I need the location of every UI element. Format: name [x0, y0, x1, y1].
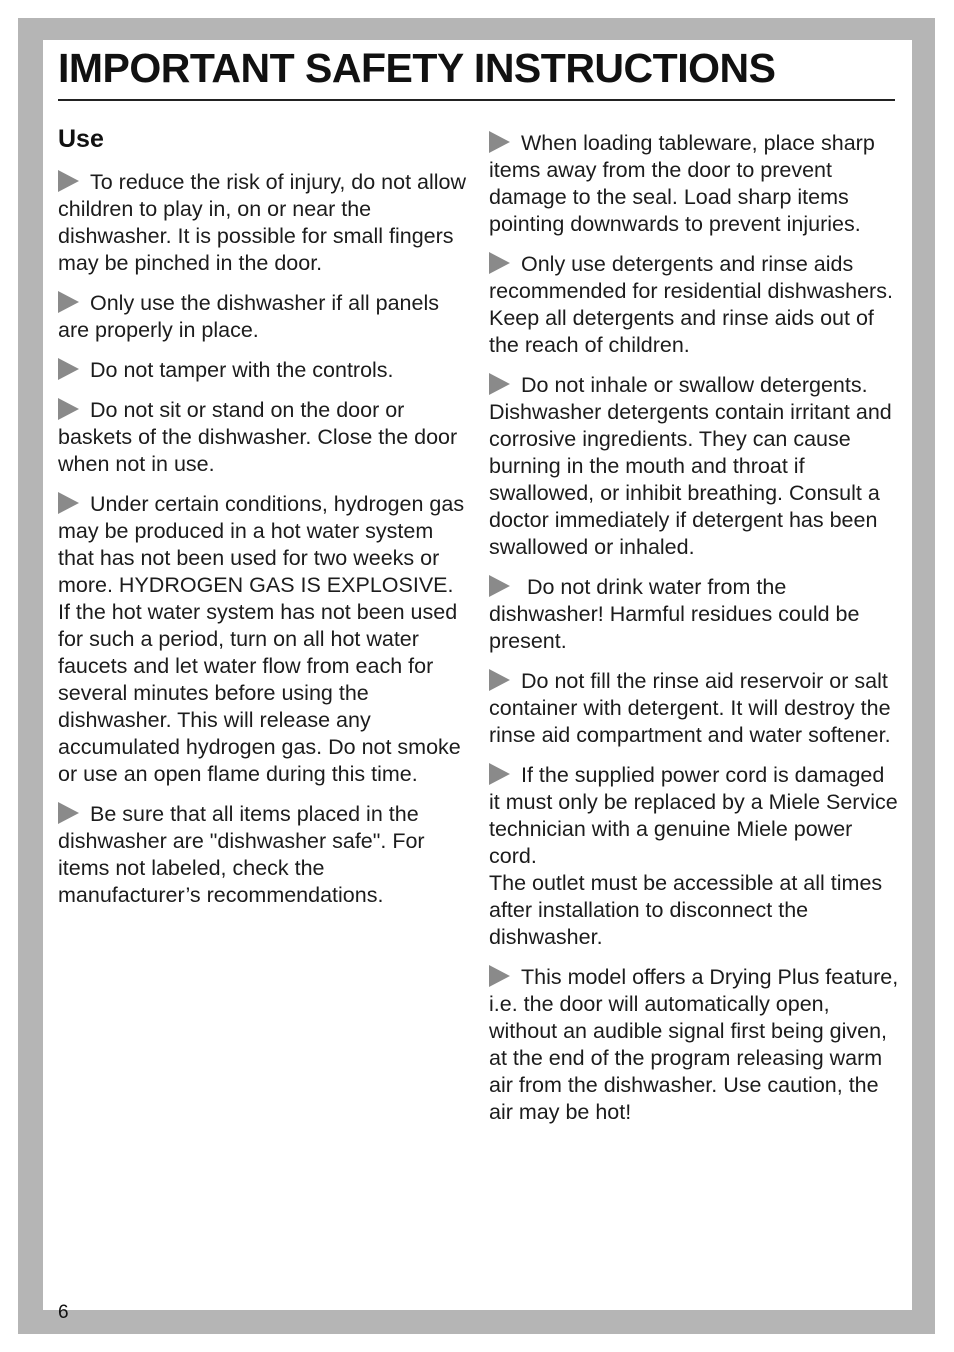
- safety-item-text: Be sure that all items placed in the dishwasher are "dishwasher safe". For items not labeled, check the manufacturer’s recommendations.: [58, 802, 425, 907]
- left-column: [58, 124, 470, 922]
- safety-item: [58, 357, 470, 384]
- arrow-bullet-icon: [489, 373, 510, 395]
- arrow-bullet-icon: [58, 358, 79, 380]
- safety-item: [58, 491, 470, 788]
- safety-item-text: Do not tamper with the controls.: [90, 358, 394, 382]
- safety-item: [489, 964, 901, 1126]
- safety-item: [58, 801, 470, 909]
- arrow-bullet-icon: [489, 575, 510, 597]
- safety-item-text: This model offers a Drying Plus feature, i.e. the door will automatically open, without an audible signal first being given, at the end of the program releasing warm air from the dishwasher. Use caution, the air may be hot!: [489, 965, 899, 1124]
- title-rule: [58, 99, 895, 101]
- arrow-bullet-icon: [489, 669, 510, 691]
- safety-item-text: Do not fill the rinse aid reservoir or salt container with detergent. It will destroy the rinse aid compartment and water softener.: [489, 669, 891, 747]
- right-column: [489, 130, 901, 1139]
- arrow-bullet-icon: [489, 965, 510, 987]
- arrow-bullet-icon: [58, 170, 79, 192]
- safety-item: [58, 290, 470, 344]
- safety-item-continuation: The outlet must be accessible at all times after installation to disconnect the dishwasher.: [489, 871, 883, 949]
- arrow-bullet-icon: [489, 763, 510, 785]
- page-title: IMPORTANT SAFETY INSTRUCTIONS: [58, 45, 776, 91]
- safety-item: [489, 762, 901, 951]
- safety-item-text: To reduce the risk of injury, do not allow children to play in, on or near the dishwasher. It is possible for small fingers may be pinched in the door.: [58, 170, 467, 275]
- page-number: 6: [58, 1302, 69, 1323]
- arrow-bullet-icon: [58, 492, 79, 514]
- safety-item: [489, 130, 901, 238]
- safety-item-text: Only use detergents and rinse aids recommended for residential dishwashers. Keep all detergents and rinse aids out of the reach of children.: [489, 252, 893, 357]
- section-title: Use: [58, 125, 104, 153]
- arrow-bullet-icon: [489, 252, 510, 274]
- safety-item: [58, 397, 470, 478]
- safety-item: [489, 372, 901, 561]
- safety-item: [58, 169, 470, 277]
- arrow-bullet-icon: [58, 398, 79, 420]
- safety-item-text: Only use the dishwasher if all panels are properly in place.: [58, 291, 439, 342]
- safety-item-text: If the supplied power cord is damaged it must only be replaced by a Miele Service technician with a genuine Miele power cord.: [489, 763, 898, 868]
- arrow-bullet-icon: [58, 291, 79, 313]
- safety-item: [489, 668, 901, 749]
- safety-item: [489, 251, 901, 359]
- safety-item-text: Do not sit or stand on the door or baskets of the dishwasher. Close the door when not in use.: [58, 398, 458, 476]
- arrow-bullet-icon: [58, 802, 79, 824]
- safety-item-text: Do not drink water from the dishwasher! Harmful residues could be present.: [489, 575, 860, 653]
- safety-item-text: Do not inhale or swallow detergents. Dishwasher detergents contain irritant and corrosive ingredients. They can cause burning in the mouth and throat if swallowed, or inhibit breathing. Consult a doctor immediately if detergent has been swallowed or inhaled.: [489, 373, 892, 559]
- safety-item-text: When loading tableware, place sharp items away from the door to prevent damage to the seal. Load sharp items pointing downwards to prevent injuries.: [489, 131, 875, 236]
- safety-item-text: Under certain conditions, hydrogen gas may be produced in a hot water system that has not been used for two weeks or more. HYDROGEN GAS IS EXPLOSIVE. If the hot water system has not been used for such a period, turn on all hot water faucets and let water flow from each for several minutes before using the dishwasher. This will release any accumulated hydrogen gas. Do not smoke or use an open flame during this time.: [58, 492, 465, 786]
- safety-item: [489, 574, 901, 655]
- arrow-bullet-icon: [489, 131, 510, 153]
